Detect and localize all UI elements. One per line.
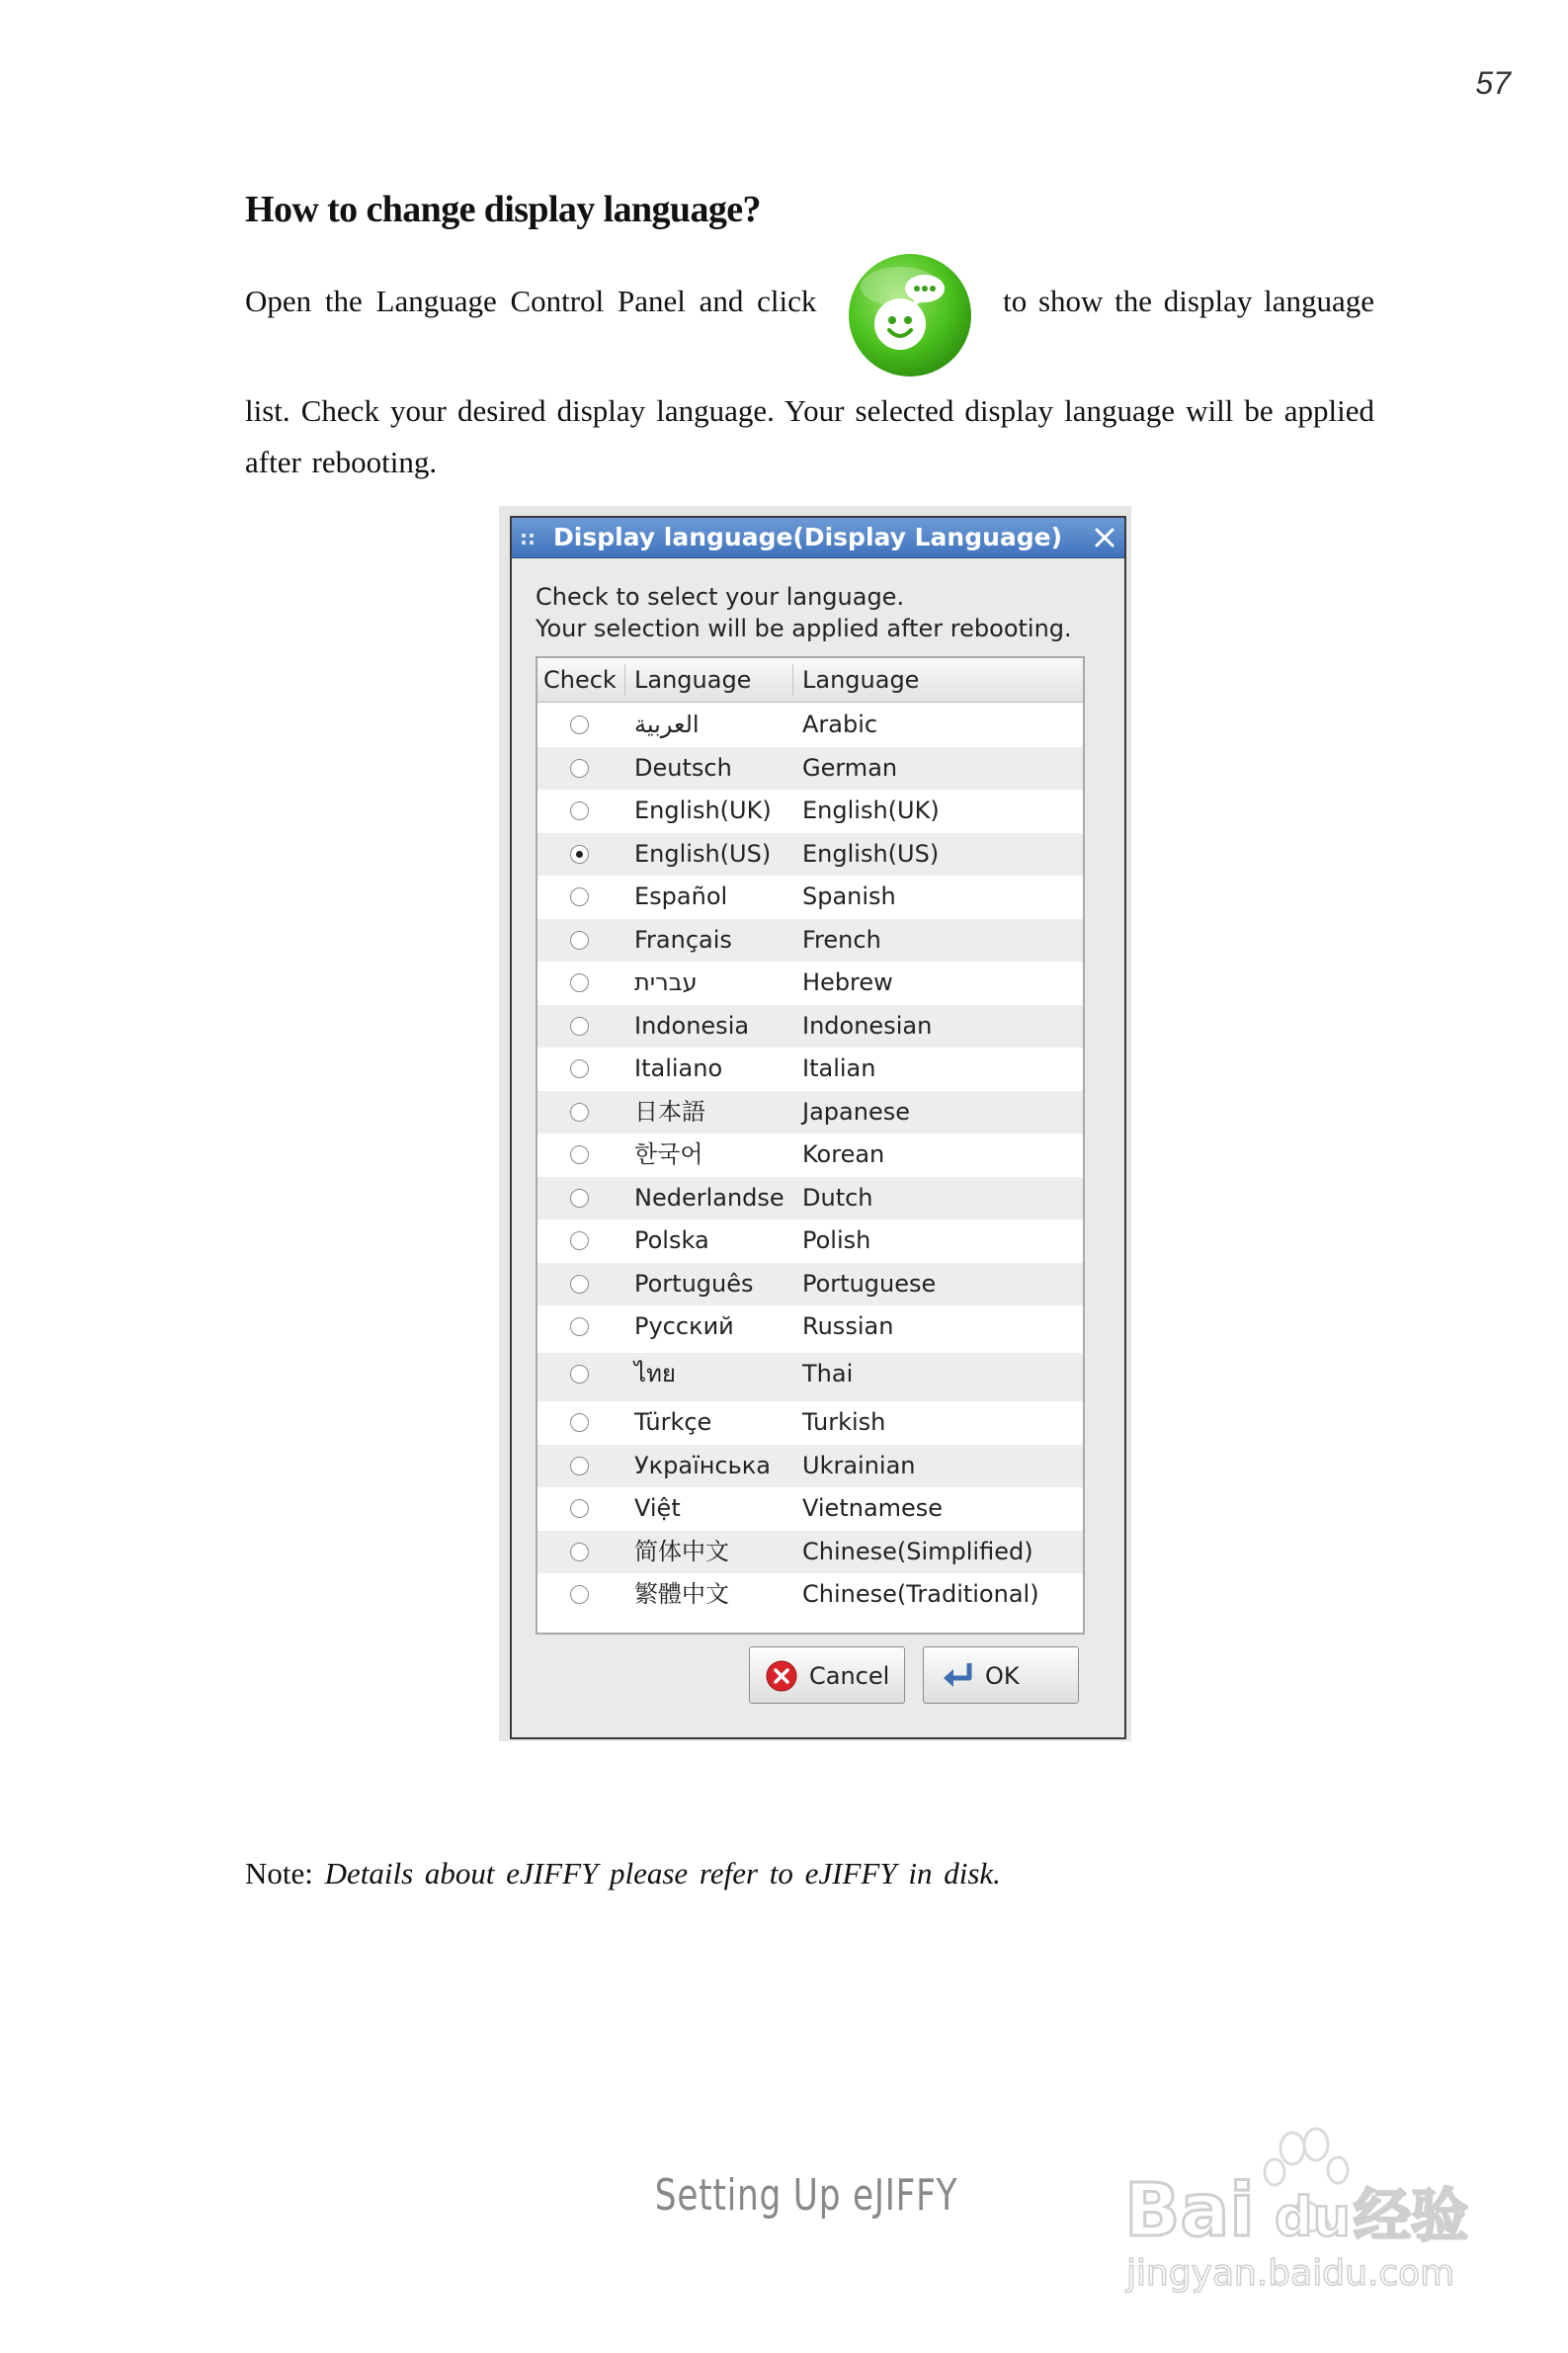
native-language-name: Español [634,882,728,910]
english-language-name: Hebrew [802,968,893,996]
language-row[interactable] [537,1401,1083,1445]
language-radio[interactable] [570,801,589,820]
language-radio[interactable] [570,1145,589,1164]
english-language-name: Russian [802,1312,894,1340]
native-language-name: 日本語 [634,1097,705,1126]
language-row[interactable] [537,1091,1083,1134]
ok-label: OK [985,1662,1020,1690]
display-language-dialog [510,516,1126,1739]
native-language-name: Nederlandse [634,1183,784,1212]
language-row[interactable] [537,1305,1083,1349]
language-row[interactable] [537,1263,1083,1306]
language-radio[interactable] [570,715,589,734]
section-title: How to change display language? [245,189,761,230]
note-label: Note: [245,1856,313,1891]
english-language-name: French [802,925,881,954]
ok-arrow-icon [940,1660,977,1692]
native-language-name: Việt [634,1494,681,1522]
intro-line1-left: Open the Language Control Panel and click [245,284,817,318]
dialog-title: Display language(Display Language) [553,523,1063,551]
language-radio[interactable] [570,1189,589,1208]
cancel-button[interactable] [749,1646,905,1704]
language-row[interactable] [537,747,1083,791]
language-radio[interactable] [570,1365,589,1384]
language-row[interactable] [537,1487,1083,1531]
svg-text:jingyan.baidu.com: jingyan.baidu.com [1126,2253,1455,2294]
column-header-check[interactable]: Check [543,666,617,694]
intro-line1-right: to show the display language [1003,284,1374,318]
language-row[interactable] [537,1531,1083,1574]
english-language-name: Portuguese [802,1269,937,1298]
english-language-name: Polish [802,1226,871,1254]
language-radio[interactable] [570,1499,589,1518]
native-language-name: Français [634,925,732,954]
language-radio[interactable] [570,931,589,950]
english-language-name: English(US) [802,839,940,868]
dialog-titlebar[interactable] [512,518,1124,558]
language-row[interactable] [537,833,1083,877]
native-language-name: ไทย [634,1359,676,1387]
language-radio[interactable] [570,887,589,906]
note [245,1856,1001,1891]
column-header-native-language[interactable]: Language [634,666,752,694]
column-separator [624,664,625,696]
language-row[interactable] [537,1219,1083,1263]
language-row[interactable] [537,876,1083,919]
language-row[interactable] [537,1445,1083,1488]
native-language-name: Русский [634,1312,734,1340]
language-radio[interactable] [570,1017,589,1036]
english-language-name: Chinese(Simplified) [802,1537,1033,1565]
english-language-name: Turkish [802,1408,886,1436]
baidu-watermark-logo [1105,2109,1480,2307]
english-language-name: German [802,753,898,782]
instruction-line2: Your selection will be applied after rebooting. [536,615,1072,642]
page-number: 57 [1475,65,1511,101]
language-row[interactable] [537,919,1083,963]
native-language-name: Українська [634,1451,771,1479]
english-language-name: Thai [802,1359,854,1387]
english-language-name: Italian [802,1054,876,1082]
english-language-name: Dutch [802,1183,873,1212]
language-row[interactable] [537,1353,1083,1402]
svg-text:Bai: Bai [1124,2168,1255,2253]
footer-title: Setting Up eJIFFY [654,2170,958,2221]
native-language-name: 繁體中文 [634,1580,729,1608]
intro-rest: list. Check your desired display language. Your selected display language will be applied after rebooting. [245,393,1374,479]
language-row[interactable] [537,1134,1083,1177]
english-language-name: Japanese [802,1097,910,1126]
intro-line1 [245,282,1374,321]
column-header-english-language[interactable]: Language [802,666,920,694]
native-language-name: Deutsch [634,753,732,782]
language-radio[interactable] [570,1231,589,1250]
english-language-name: Indonesian [802,1011,933,1040]
svg-text:du: du [1275,2186,1352,2248]
dialog-instructions [536,581,1072,644]
native-language-name: עברית [634,968,698,996]
language-radio[interactable] [570,759,589,778]
cancel-icon [766,1660,797,1692]
native-language-name: Polska [634,1226,709,1254]
cancel-label: Cancel [809,1662,890,1690]
close-icon[interactable] [1091,524,1118,551]
language-row[interactable] [537,1048,1083,1091]
language-radio[interactable] [570,1543,589,1561]
language-radio[interactable] [570,1275,589,1294]
language-row[interactable] [537,704,1083,747]
language-radio[interactable] [570,1413,589,1432]
native-language-name: Português [634,1269,754,1298]
language-row[interactable] [537,1177,1083,1220]
ok-button[interactable] [923,1646,1079,1704]
native-language-name: 한국어 [634,1140,703,1168]
language-radio[interactable] [570,845,589,864]
language-radio[interactable] [570,1585,589,1604]
native-language-name: Indonesia [634,1011,750,1040]
language-radio[interactable] [570,973,589,992]
language-radio[interactable] [570,1457,589,1475]
language-row[interactable] [537,962,1083,1005]
column-separator [792,664,793,696]
english-language-name: Korean [802,1140,885,1168]
svg-text:经验: 经验 [1354,2182,1469,2249]
window-menu-icon[interactable]: :: [520,526,536,549]
language-radio[interactable] [570,1317,589,1336]
native-language-name: العربية [634,711,700,738]
list-header [537,658,1083,703]
native-language-name: English(US) [634,839,772,868]
language-list[interactable] [536,656,1085,1635]
language-row[interactable] [537,790,1083,833]
native-language-name: Türkçe [634,1408,712,1436]
native-language-name: 简体中文 [634,1537,729,1565]
language-row[interactable] [537,1005,1083,1049]
english-language-name: Arabic [802,711,878,738]
language-control-panel-icon [846,251,974,379]
note-text: Details about eJIFFY please refer to eJIFFY in disk. [324,1856,1001,1891]
english-language-name: Spanish [802,882,896,910]
native-language-name: English(UK) [634,797,772,824]
english-language-name: Vietnamese [802,1494,944,1522]
english-language-name: English(UK) [802,797,940,824]
english-language-name: Chinese(Traditional) [802,1580,1039,1608]
language-row[interactable] [537,1573,1083,1617]
instruction-line1: Check to select your language. [536,583,905,611]
english-language-name: Ukrainian [802,1451,916,1479]
native-language-name: Italiano [634,1054,723,1082]
language-radio[interactable] [570,1103,589,1122]
language-radio[interactable] [570,1059,589,1078]
